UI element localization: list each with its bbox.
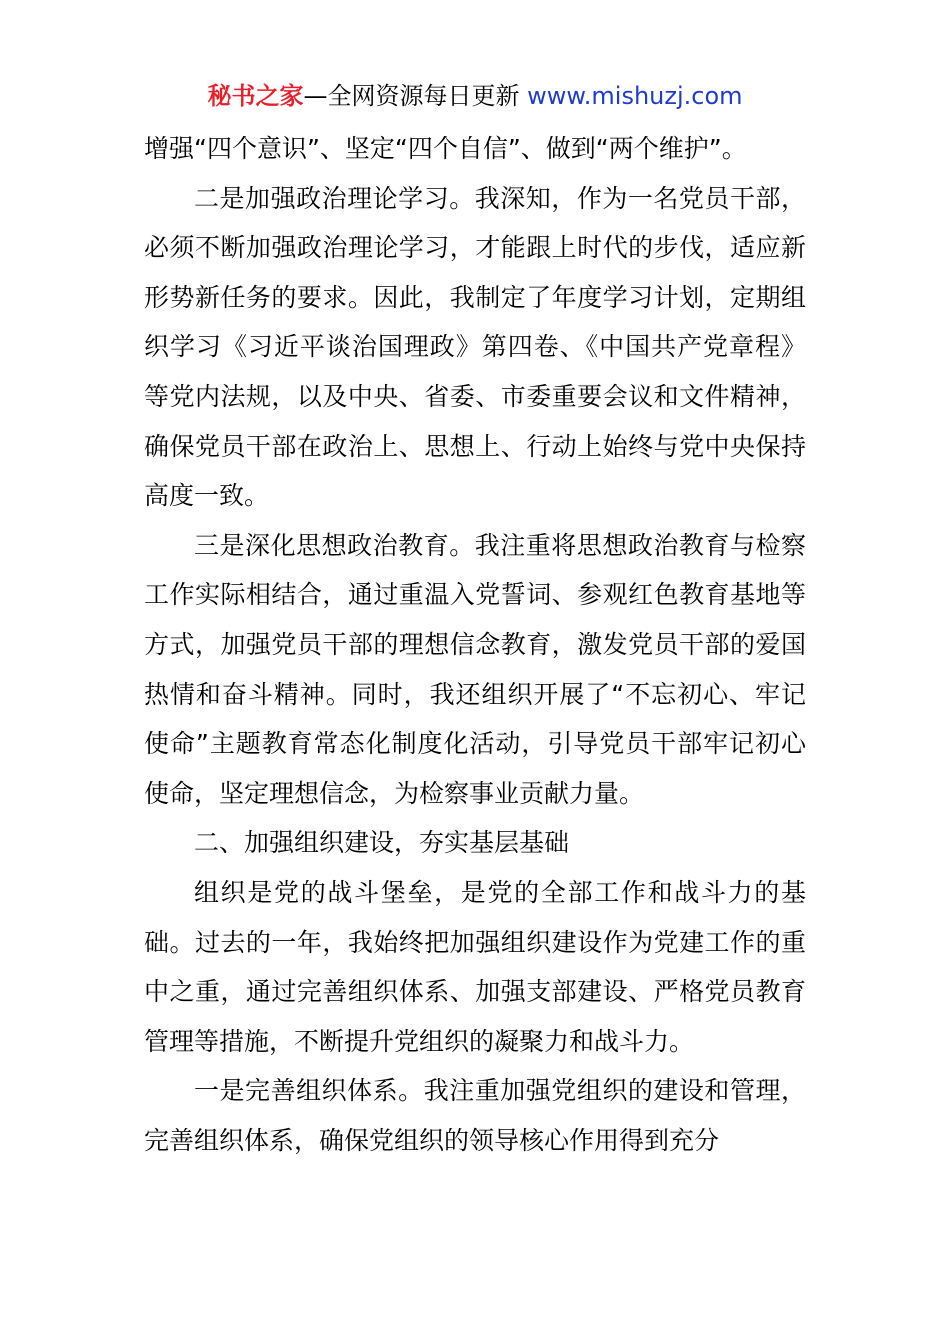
paragraph: 三是深化思想政治教育。我注重将思想政治教育与检察工作实际相结合，通过重温入党誓词、参观红色教育基地等方式，加强党员干部的理想信念教育，激发党员干部的爱国热情和奋斗精神。同时，我还组织开展了“不忘初心、牢记使命”主题教育常态化制度化活动，引导党员干部牢记初心使命，坚定理想信念，为检察事业贡献力量。 [144,530,806,808]
page-header [0,80,950,112]
section-heading: 二、加强组织建设，夯实基层基础 [194,828,570,858]
site-url-link[interactable]: www.mishuzj.com [527,82,743,110]
paragraph: 二是加强政治理论学习。我深知，作为一名党员干部，必须不断加强政治理论学习，才能跟上时代的步伐，适应新形势新任务的要求。因此，我制定了年度学习计划，定期组织学习《习近平谈治国理政》第四卷、《中国共产党章程》等党内法规，以及中央、省委、市委重要会议和文件精神，确保党员干部在政治上、思想上、行动上始终与党中央保持高度一致。 [144,183,806,511]
site-brand-name: 秘书之家 [207,82,304,110]
paragraph: 组织是党的战斗堡垒，是党的全部工作和战斗力的基础。过去的一年，我始终把加强组织建设作为党建工作的重中之重，通过完善组织体系、加强支部建设、严格党员教育管理等措施，不断提升党组织的凝聚力和战斗力。 [144,877,806,1056]
paragraph: 一是完善组织体系。我注重加强党组织的建设和管理，完善组织体系，确保党组织的领导核心作用得到充分 [144,1076,806,1155]
site-tagline: —全网资源每日更新 [303,82,520,110]
document-body [144,124,806,1165]
paragraph-continued: 增强“四个意识”、坚定“四个自信”、做到“两个维护”。 [144,134,747,163]
